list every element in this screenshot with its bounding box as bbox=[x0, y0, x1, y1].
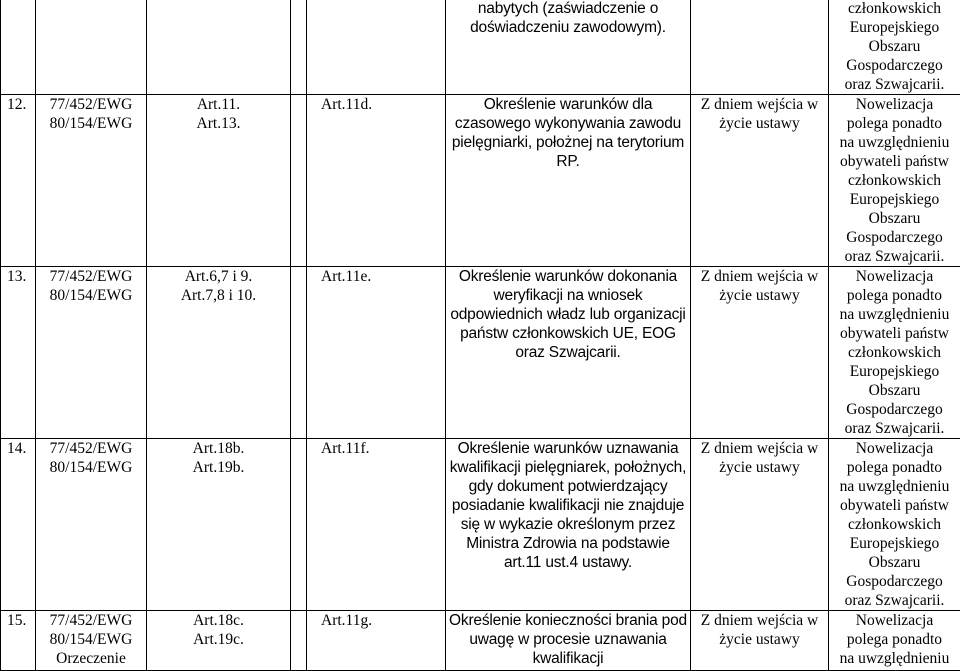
cell-article: Art.11. Art.13. bbox=[147, 95, 291, 267]
cell-date: Z dniem wejścia w życie ustawy bbox=[691, 611, 829, 671]
cell-description: Określenie konieczności brania pod uwagę w procesie uznawania kwalifikacji bbox=[446, 611, 691, 671]
table-row bbox=[1, 267, 960, 439]
cell-date: Z dniem wejścia w życie ustawy bbox=[691, 95, 829, 267]
cell-val bbox=[291, 439, 307, 611]
cell-date bbox=[691, 0, 829, 95]
table-row-continuation bbox=[1, 0, 960, 95]
row-number: 14. bbox=[1, 439, 36, 611]
cell-description: Określenie warunków dla czasowego wykonywania zawodu pielęgniarki, położnej na terytorium RP. bbox=[446, 95, 691, 267]
row-number: 13. bbox=[1, 267, 36, 439]
cell-law-art bbox=[307, 0, 446, 95]
row-number: 15. bbox=[1, 611, 36, 671]
row-number: 12. bbox=[1, 95, 36, 267]
cell-remarks: Nowelizacja polega ponadto na uwzględnieniu obywateli państw członkowskich Europejskiego Obszaru Gospodarczego oraz Szwajcarii. bbox=[829, 95, 960, 267]
table-row bbox=[1, 439, 960, 611]
cell-directive: 77/452/EWG 80/154/EWG bbox=[36, 95, 147, 267]
cell-no bbox=[1, 0, 36, 95]
cell-description: Określenie warunków dokonania weryfikacji na wniosek odpowiednich władz lub organizacji państw członkowskich UE, EOG oraz Szwajcarii. bbox=[446, 267, 691, 439]
cell-val bbox=[291, 0, 307, 95]
cell-remarks: Nowelizacja polega ponadto na uwzględnieniu obywateli państw członkowskich Europejskiego Obszaru Gospodarczego oraz Szwajcarii. bbox=[829, 439, 960, 611]
cell-remarks: Nowelizacja polega ponadto na uwzględnieniu bbox=[829, 611, 960, 671]
cell-article bbox=[147, 0, 291, 95]
cell-date: Z dniem wejścia w życie ustawy bbox=[691, 439, 829, 611]
cell-article: Art.6,7 i 9. Art.7,8 i 10. bbox=[147, 267, 291, 439]
cell-directive: 77/452/EWG 80/154/EWG bbox=[36, 267, 147, 439]
cell-remarks: członkowskich Europejskiego Obszaru Gospodarczego oraz Szwajcarii. bbox=[829, 0, 960, 95]
cell-article: Art.18b. Art.19b. bbox=[147, 439, 291, 611]
cell-article: Art.18c. Art.19c. bbox=[147, 611, 291, 671]
cell-law-art: Art.11e. bbox=[307, 267, 446, 439]
table-row bbox=[1, 95, 960, 267]
cell-description: nabytych (zaświadczenie o doświadczeniu zawodowym). bbox=[446, 0, 691, 95]
cell-val bbox=[291, 267, 307, 439]
cell-val bbox=[291, 95, 307, 267]
cell-description: Określenie warunków uznawania kwalifikacji pielęgniarek, położnych, gdy dokument potwierdzający posiadanie kwalifikacji nie znajduje się w wykazie określonym przez Ministra Zdrowia na podstawie art.11 ust.4 ustawy. bbox=[446, 439, 691, 611]
cell-date: Z dniem wejścia w życie ustawy bbox=[691, 267, 829, 439]
table-row bbox=[1, 611, 960, 671]
cell-directive: 77/452/EWG 80/154/EWG bbox=[36, 439, 147, 611]
cell-directive bbox=[36, 0, 147, 95]
cell-law-art: Art.11g. bbox=[307, 611, 446, 671]
cell-law-art: Art.11d. bbox=[307, 95, 446, 267]
cell-law-art: Art.11f. bbox=[307, 439, 446, 611]
cell-directive: 77/452/EWG 80/154/EWG Orzeczenie bbox=[36, 611, 147, 671]
cell-remarks: Nowelizacja polega ponadto na uwzględnieniu obywateli państw członkowskich Europejskiego Obszaru Gospodarczego oraz Szwajcarii. bbox=[829, 267, 960, 439]
cell-val bbox=[291, 611, 307, 671]
